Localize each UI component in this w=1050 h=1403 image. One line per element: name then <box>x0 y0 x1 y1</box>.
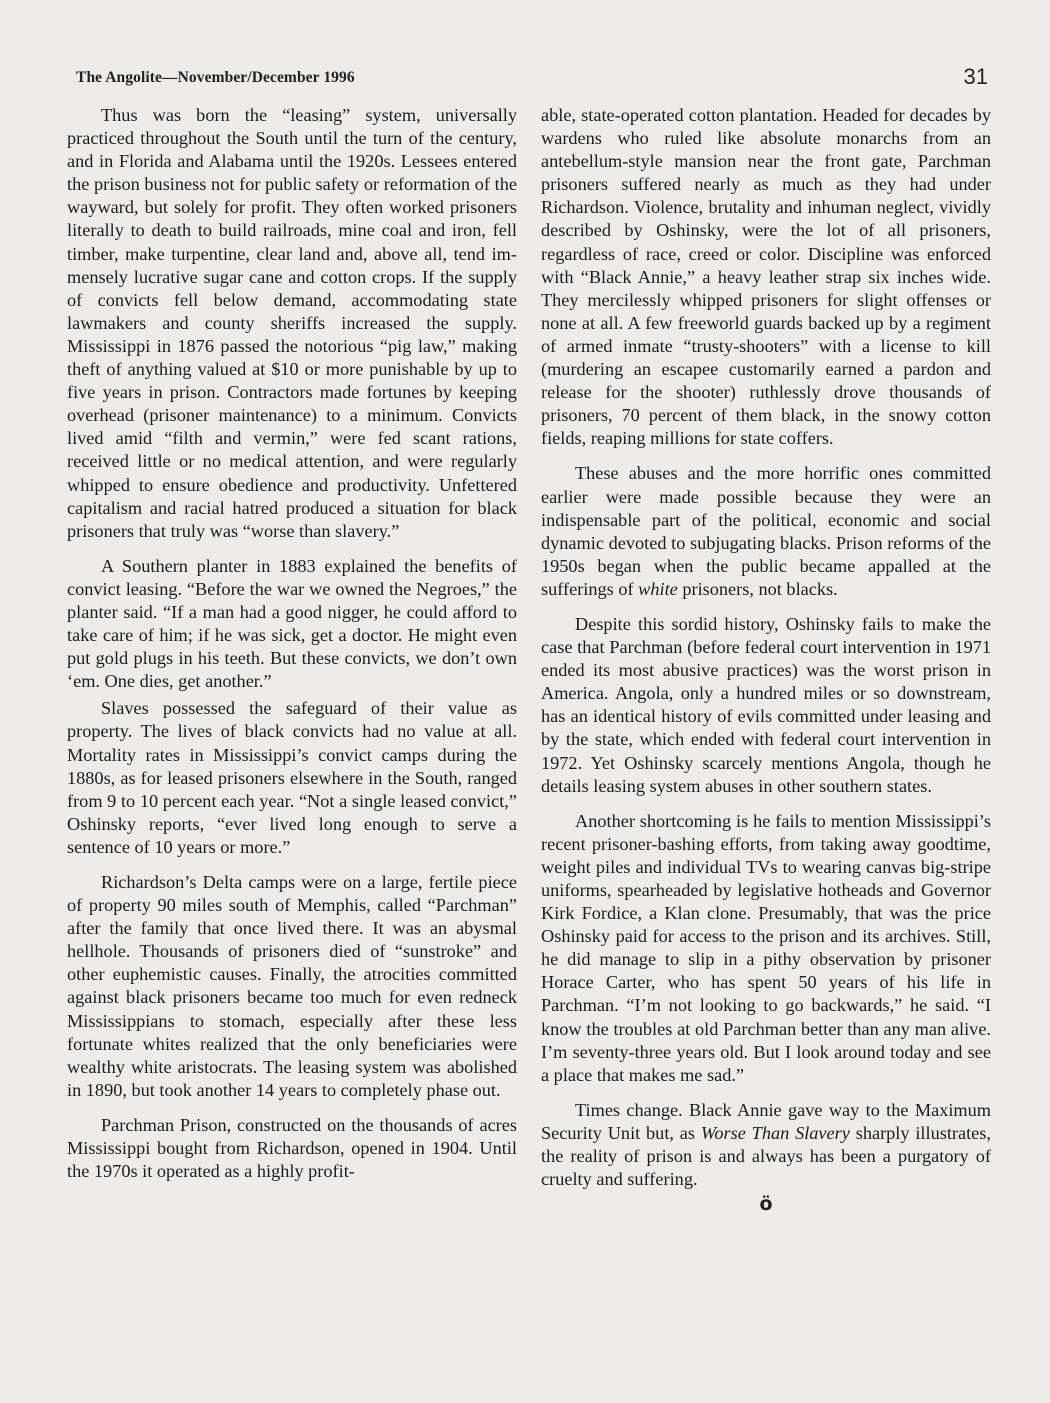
emphasis-white: white <box>638 578 678 599</box>
paragraph-shortcoming: Another shortcoming is he fails to mention Mississippi’s recent prisoner-bashing efforts, from taking away goodtime, weight piles and individual TVs to wearing canvas big-stripe uniforms, spearheaded by legislative hotheads and Governor Kirk Fordice, a Klan clone. Presumably, that was the price Oshinsky paid for access to the prison and its archives. Still, he did manage to slip in a pithy observation by prisoner Horace Carter, who has spent 50 years of his life in Parchman. “I’m not looking to go backwards,” he said. “I know the troubles at old Parchman better than any man alive. I’m seventy-three years old. But I look around today and see a place that makes me sad.” <box>541 810 991 1085</box>
paragraph-abuses-text: These abuses and the more horrific ones committed earlier were made possible because they were an indispensable part of the political, economic and social dynamic devoted to subjugating blacks. Prison reforms of the 1950s began when the public became appalled at the sufferings of <box>541 463 991 599</box>
running-header <box>76 64 990 94</box>
running-head-title: The Angolite—November/December 1996 <box>76 69 355 86</box>
paragraph-sordid-history: Despite this sordid history, Oshinsky fails to make the case that Parchman (before federal court intervention in 1971 ended its most abusive practices) was the worst prison in America. Angola, only a hundred miles or so downstream, has an identical history of evils committed under leasing and by the state, which ended with federal court intervention in 1972. Yet Oshinsky scarcely mentions Angola, though he details leasing system abuses in other southern states. <box>541 613 991 796</box>
end-of-article-mark: ö <box>759 1193 773 1216</box>
paragraph-times-change-text: Times change. Black Annie gave way to the Maximum Security Unit but, as <box>541 1099 991 1143</box>
paragraph-leasing-system: Thus was born the “leasing” system, universally practiced throughout the South until the turn of the century, and in Florida and Alabama until the 1920s. Lessees entered the prison business not for public safety or reformation of the wayward, but solely for profit. They often worked prisoners literally to death to build railroads, mine coal and iron, fell timber, make turpentine, clear land and, above all, tend immensely lucrative sugar cane and cotton crops. If the supply of convicts fell below demand, accommodating state lawmakers and county sheriffs increased the supply. Mississippi in 1876 passed the notorious “pig law,” making theft of anything valued at $10 or more punishable by up to five years in prison. Contractors made fortunes by keeping overhead (prisoner maintenance) to a minimum. Convicts lived amid “filth and vermin,” were fed scant rations, received little or no medical attention, and were regularly whipped to ensure obedience and productivity. Unfettered capitalism and racial hatred produced a situation for black prisoners that truly was “worse than slavery.” <box>67 105 517 541</box>
paragraph-abuses <box>541 462 991 601</box>
paragraph-planter-quote: A Southern planter in 1883 explained the benefits of convict leasing. “Before the war we owned the Negroes,” the planter said. “If a man had a good nigger, he could afford to take care of him; if he was sick, get a doctor. He might even put gold plugs in his teeth. But these convicts, we don’t own ‘em. One dies, get another.” <box>67 555 517 692</box>
left-column <box>67 104 517 1183</box>
paragraph-times-change-end: sharply illustrates, the reality of prison is and always has been a purgatory of cruelty and suffering. <box>541 1122 991 1190</box>
book-title-emphasis: Worse Than Slavery <box>700 1122 850 1143</box>
paragraph-times-change <box>541 1099 991 1191</box>
paragraph-delta-camps: Richardson’s Delta camps were on a large, fertile piece of property 90 miles south of Memphis, called “Parchman” after the family that once lived there. It was an abysmal hellhole. Thousands of prisoners died of “sunstroke” and other euphemistic causes. Finally, the atrocities committed against black prisoners became too much for even redneck Mississippians to stomach, especially after these less fortunate whites realized that the only beneficiaries were wealthy white aristocrats. The leasing system was abolished in 1890, but took another 14 years to completely phase out. <box>67 872 517 1100</box>
paragraph-abuses-end: prisoners, not blacks. <box>677 578 838 599</box>
page-number: 31 <box>963 64 988 89</box>
paragraph-slaves-safeguard: Slaves possessed the safeguard of their value as property. The lives of black convicts had no value at all. Mortality rates in Mississippi’s convict camps during the 1880s, as for leased prisoners elsewhere in the South, ranged from 9 to 10 percent each year. “Not a single leased convict,” Oshinsky reports, “ever lived long enough to serve a sentence of 10 years or more.” <box>67 698 517 857</box>
right-column <box>541 104 991 1216</box>
paragraph-state-plantation: able, state-operated cotton plantation. Headed for decades by wardens who ruled like absolute monarchs from an antebellum-style mansion near the front gate, Parchman prisoners suffered nearly as much as they had under Richardson. Violence, brutality and inhuman neglect, vividly described by Oshinsky, were the lot of all prisoners, regardless of race, creed or color. Discipline was enforced with “Black Annie,” a heavy leather strap six inches wide. They mercilessly whipped prisoners for slight offenses or none at all. A few freeworld guards backed up by a regiment of armed inmate “trusty-shooters” with a license to kill (murdering an escapee customarily earned a pardon and release for the shooter) ruthlessly drove thousands of prisoners, 70 percent of them black, in the snowy cotton fields, reaping millions for state coffers. <box>541 105 991 449</box>
paragraph-parchman-prison: Parchman Prison, constructed on the thousands of acres Mississippi bought from Richardson, opened in 1904. Until the 1970s it operated as a highly profit- <box>67 1114 517 1182</box>
